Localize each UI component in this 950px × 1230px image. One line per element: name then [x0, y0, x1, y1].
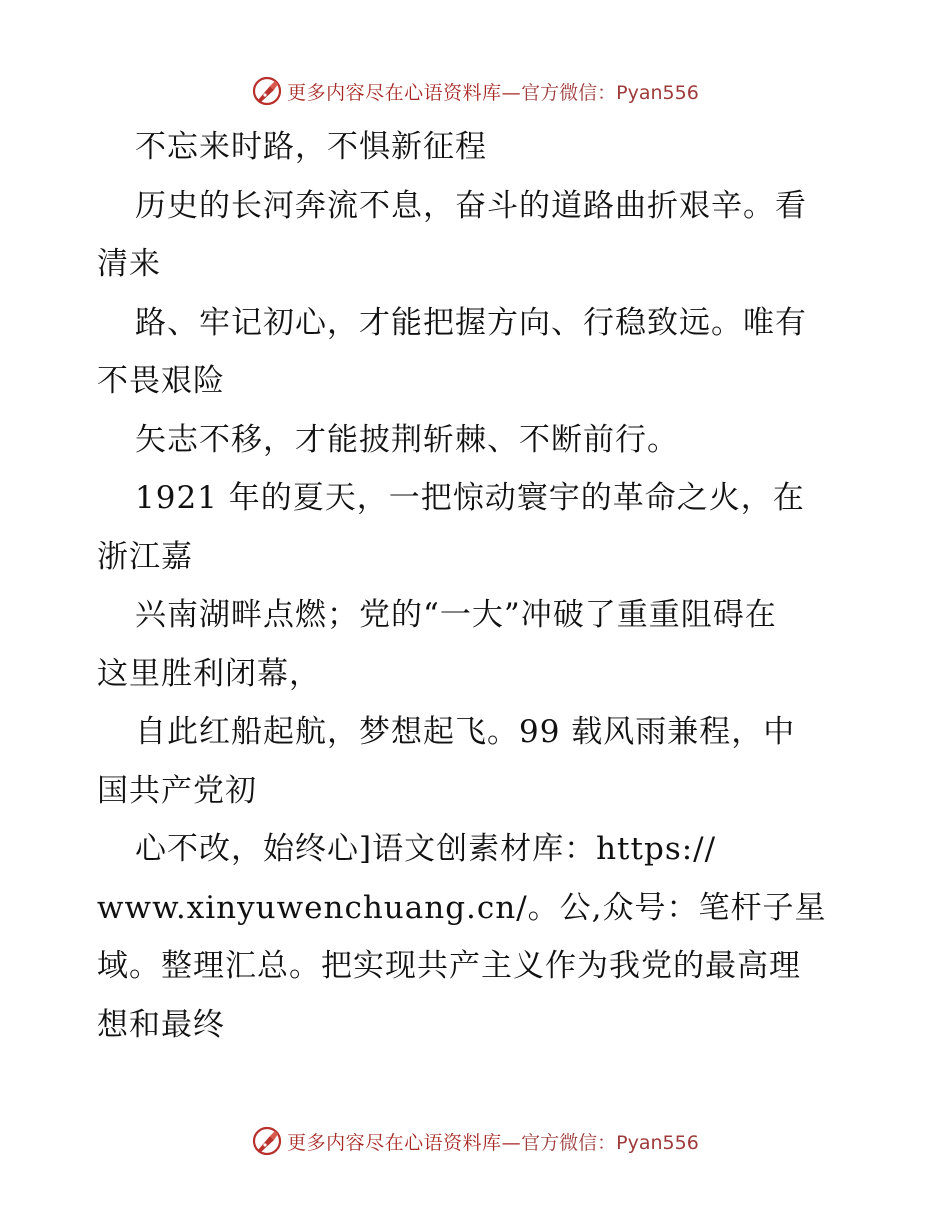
body-line: 兴南湖畔点燃；党的“一大”冲破了重重阻碍在: [135, 597, 777, 633]
body-line: 想和最终: [97, 1007, 225, 1043]
footer-banner: [0, 1124, 950, 1158]
body-line: 不忘来时路，不惧新征程: [135, 129, 487, 165]
body-line: 心不改，始终心]语文创素材库：https://: [135, 831, 717, 867]
body-line: www.xinyuwenchuang.cn/。公,众号：笔杆子星: [97, 890, 827, 926]
body-line: 自此红船起航，梦想起飞。99 载风雨兼程，中: [135, 714, 796, 750]
body-line: 不畏艰险: [97, 363, 225, 399]
body-line: 国共产党初: [97, 773, 257, 809]
pen-nib-logo-icon: [251, 1125, 283, 1157]
body-line: 路、牢记初心，才能把握方向、行稳致远。唯有: [135, 305, 807, 341]
body-line: 域。整理汇总。把实现共产主义作为我党的最高理: [97, 948, 801, 984]
body-line: 浙江嘉: [97, 539, 193, 575]
header-banner-text: 更多内容尽在心语资料库—: [287, 81, 522, 104]
body-line: 清来: [97, 246, 161, 282]
footer-wechat-text: 官方微信：Pyan556: [521, 1131, 699, 1154]
body-line: 历史的长河奔流不息，奋斗的道路曲折艰辛。看: [135, 188, 807, 224]
body-line: 1921 年的夏天，一把惊动寰宇的革命之火，在: [135, 480, 805, 516]
footer-banner-text: 更多内容尽在心语资料库—: [287, 1131, 522, 1154]
header-wechat-text: 官方微信：Pyan556: [521, 81, 699, 104]
body-line: 这里胜利闭幕，: [97, 656, 321, 692]
body-line: 矢志不移，才能披荆斩棘、不断前行。: [135, 422, 679, 458]
